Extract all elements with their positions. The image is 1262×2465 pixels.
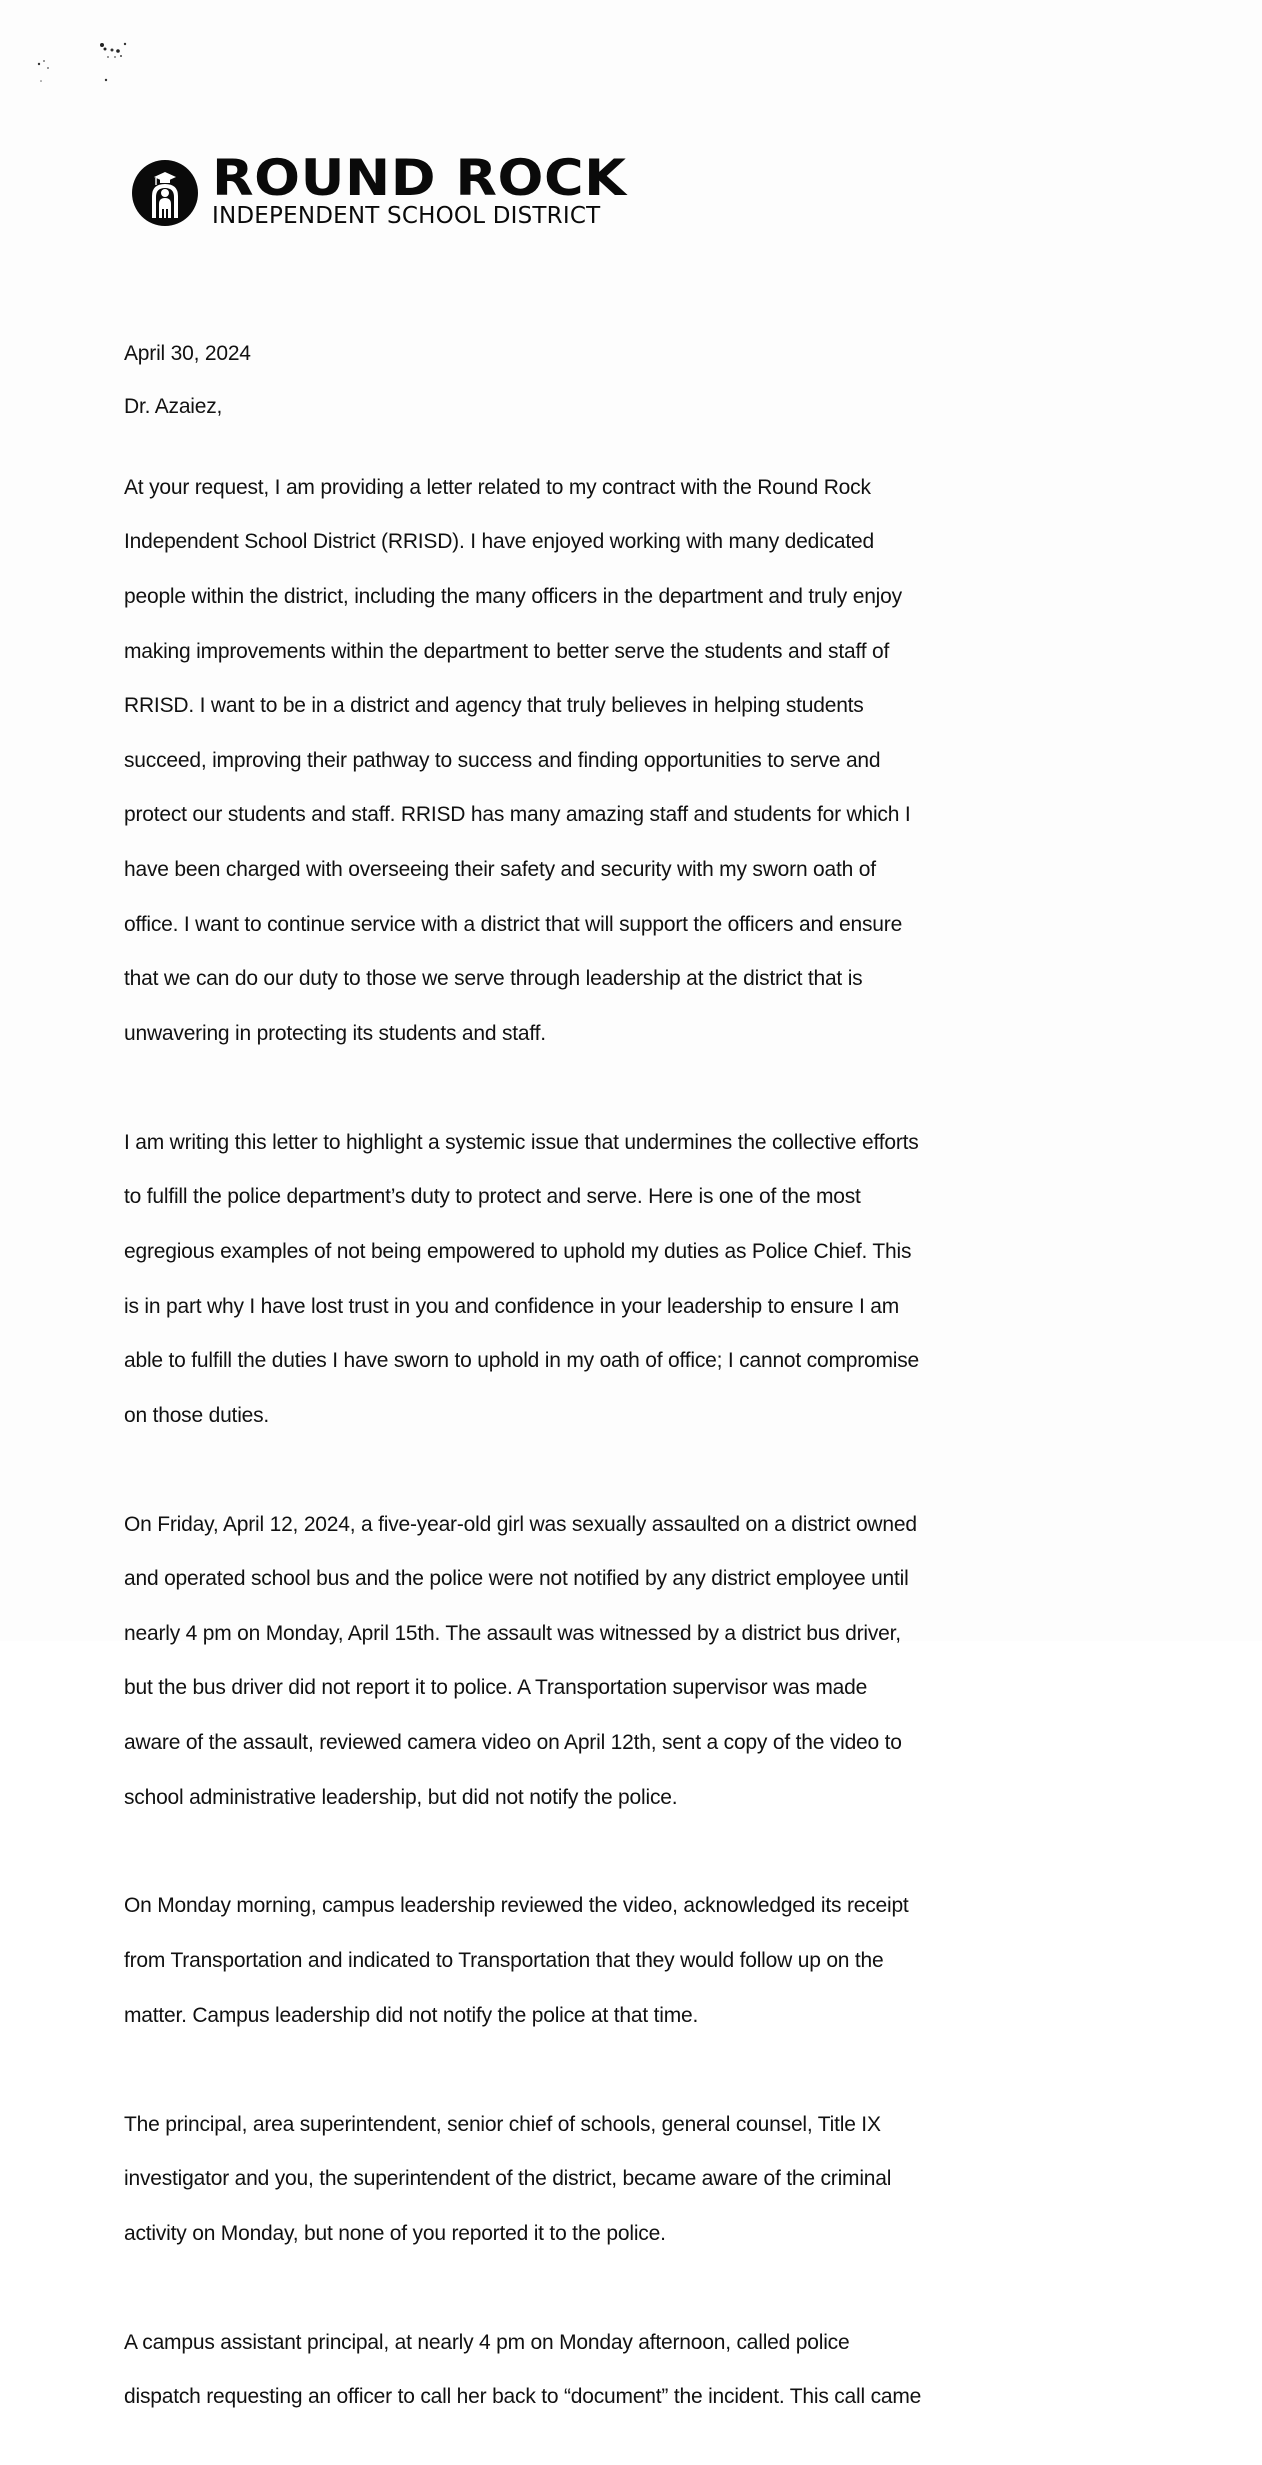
letter-date: April 30, 2024 <box>124 342 251 365</box>
text-line: A campus assistant principal, at nearly 4 pm on Monday afternoon, called police <box>124 2330 850 2354</box>
paragraph-monday-morning <box>124 1865 1084 2056</box>
text-line: activity on Monday, but none of you reported it to the police. <box>124 2221 666 2245</box>
text-line: and operated school bus and the police were not notified by any district employee until <box>124 1567 909 1591</box>
paragraph-leadership-aware <box>124 2083 1084 2274</box>
org-name: ROUND ROCK <box>212 149 627 207</box>
text-line: able to fulfill the duties I have sworn to uphold in my oath of office; I cannot compromise <box>124 1349 920 1373</box>
paragraph-incident-friday <box>124 1483 1084 1838</box>
text-line: school administrative leadership, but did not notify the police. <box>124 1785 678 1809</box>
text-line: nearly 4 pm on Monday, April 15th. The assault was witnessed by a district bus driver, <box>124 1621 901 1645</box>
org-subtitle: INDEPENDENT SCHOOL DISTRICT <box>212 203 601 229</box>
text-line: On Monday morning, campus leadership reviewed the video, acknowledged its receipt <box>124 1894 909 1918</box>
text-line: succeed, improving their pathway to success and finding opportunities to serve and <box>124 748 881 772</box>
letter-salutation: Dr. Azaiez, <box>124 395 223 419</box>
text-line: The principal, area superintendent, senior chief of schools, general counsel, Title IX <box>124 2112 881 2136</box>
text-line: have been charged with overseeing their safety and security with my sworn oath of <box>124 858 876 882</box>
graduate-family-circle-icon <box>132 160 198 226</box>
text-line: is in part why I have lost trust in you and confidence in your leadership to ensure I am <box>124 1294 899 1318</box>
text-line: investigator and you, the superintendent of the district, became aware of the criminal <box>124 2167 892 2191</box>
text-line: unwavering in protecting its students and staff. <box>124 1021 546 1045</box>
text-line: that we can do our duty to those we serve through leadership at the district that is <box>124 967 863 991</box>
text-line: I am writing this letter to highlight a systemic issue that undermines the collective efforts <box>124 1130 919 1154</box>
paragraph-assistant-principal-call <box>124 2301 1084 2437</box>
text-line: making improvements within the department to better serve the students and staff of <box>124 639 890 663</box>
text-line: On Friday, April 12, 2024, a five-year-old girl was sexually assaulted on a district owned <box>124 1512 917 1536</box>
text-line: At your request, I am providing a letter related to my contract with the Round Rock <box>124 475 871 499</box>
letter-body <box>124 340 1084 2465</box>
text-line: people within the district, including the many officers in the department and truly enjoy <box>124 585 902 609</box>
paragraph-systemic-issue <box>124 1101 1084 1456</box>
text-line: dispatch requesting an officer to call her back to “document” the incident. This call came <box>124 2385 922 2409</box>
paragraph-contract <box>124 447 1084 1075</box>
text-line: RRISD. I want to be in a district and agency that truly believes in helping students <box>124 694 864 718</box>
text-line: Independent School District (RRISD). I have enjoyed working with many dedicated <box>124 530 874 554</box>
letterhead <box>132 149 627 229</box>
text-line: egregious examples of not being empowered to uphold my duties as Police Chief. This <box>124 1239 912 1263</box>
text-line: protect our students and staff. RRISD has many amazing staff and students for which I <box>124 803 911 827</box>
text-line: matter. Campus leadership did not notify the police at that time. <box>124 2003 699 2027</box>
text-line: aware of the assault, reviewed camera video on April 12th, sent a copy of the video to <box>124 1730 902 1754</box>
text-line: but the bus driver did not report it to police. A Transportation supervisor was made <box>124 1676 868 1700</box>
text-line: from Transportation and indicated to Transportation that they would follow up on the <box>124 1949 884 1973</box>
scan-artifact-specks <box>30 35 150 85</box>
text-line: office. I want to continue service with a district that will support the officers and ensure <box>124 912 903 936</box>
text-line: to fulfill the police department’s duty to protect and serve. Here is one of the most <box>124 1185 861 1209</box>
text-line: on those duties. <box>124 1403 270 1427</box>
